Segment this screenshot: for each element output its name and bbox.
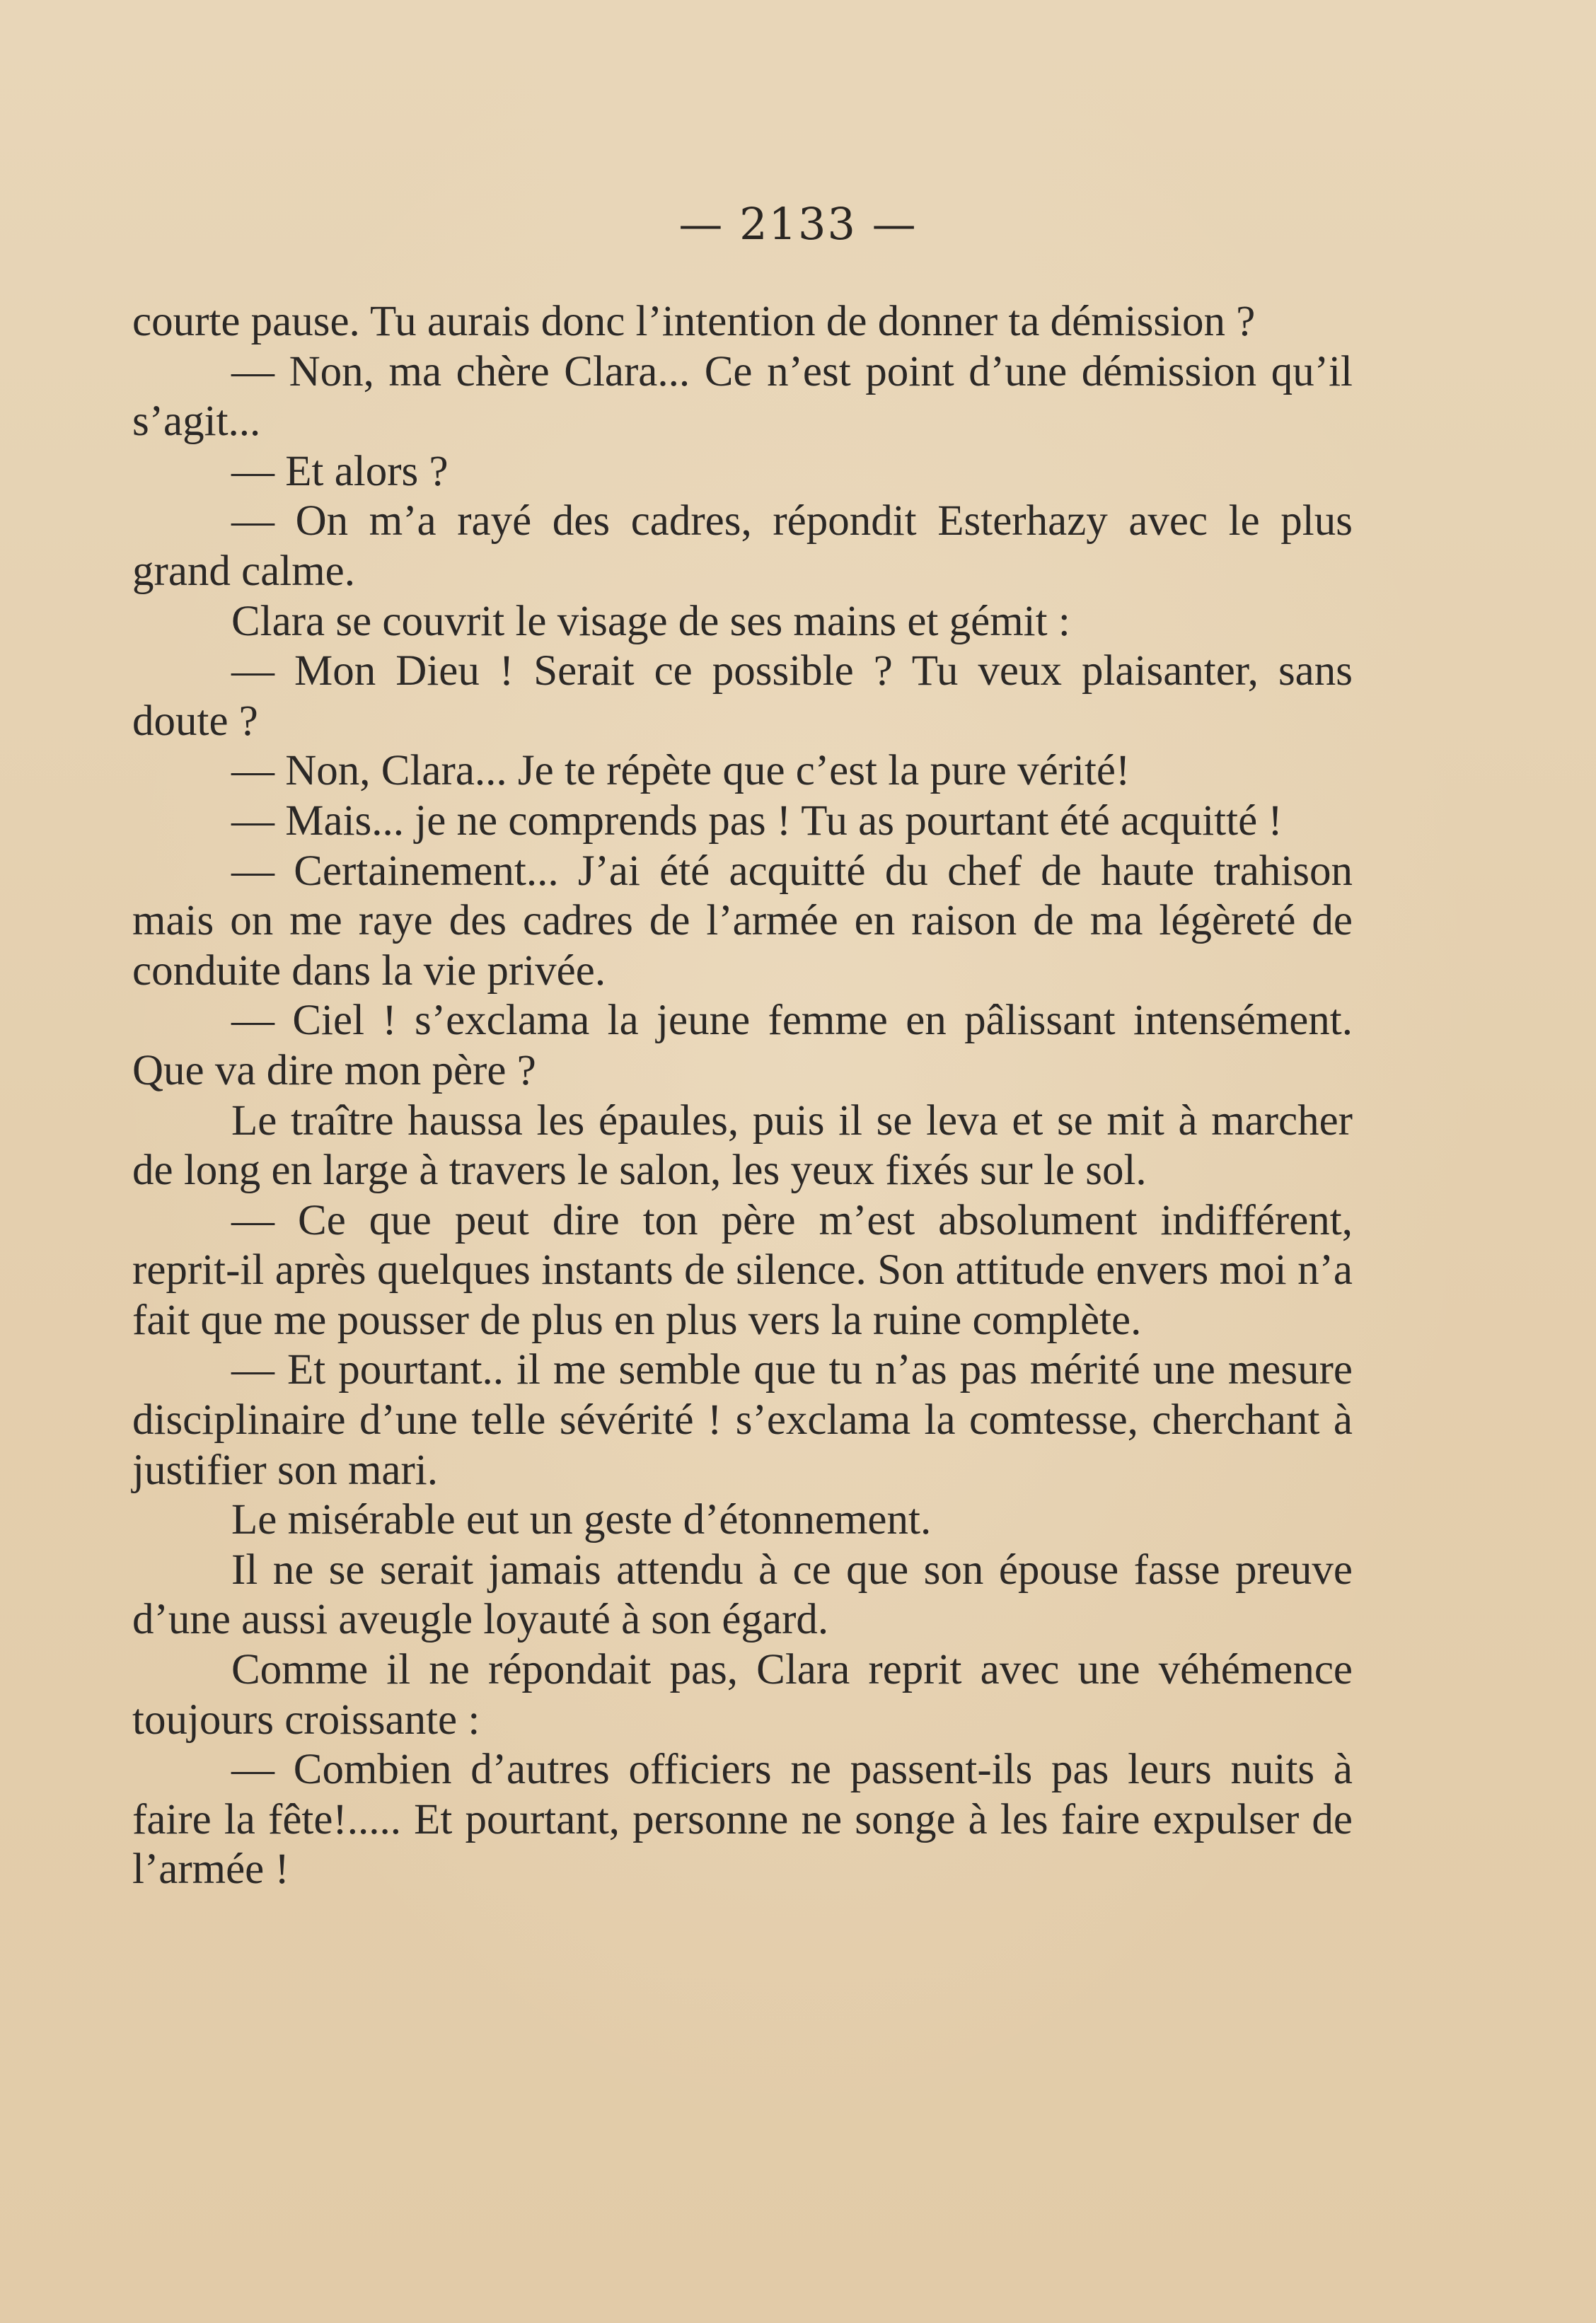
paragraph: — Non, Clara... Je te répète que c’est la pure vérité! xyxy=(231,747,1130,795)
paragraph: — On m’a rayé des cadres, répondit Esterhazy avec le plus grand calme. xyxy=(132,497,1353,595)
paragraph: — Certainement... J’ai été acquitté du chef de haute trahison mais on me raye des cadres de l’armée en raison de ma légèreté de conduite dans la vie privée. xyxy=(132,847,1353,995)
paragraph: Le traître haussa les épaules, puis il se leva et se mit à marcher de long en large à travers le salon, les yeux fixés sur le sol. xyxy=(132,1096,1353,1195)
paragraph: Il ne se serait jamais attendu à ce que son épouse fasse preuve d’une aussi aveugle loyauté à son égard. xyxy=(132,1546,1353,1644)
page-number: — 2133 — xyxy=(678,198,918,250)
paragraph: courte pause. Tu aurais donc l’intention de donner ta démission ? xyxy=(132,298,1256,345)
paragraph: Clara se couvrit le visage de ses mains et gémit : xyxy=(231,597,1070,645)
paragraph: — Et alors ? xyxy=(231,447,449,495)
paragraph: — Ciel ! s’exclama la jeune femme en pâlissant intensément. Que va dire mon père ? xyxy=(132,997,1353,1094)
paragraph: Comme il ne répondait pas, Clara reprit avec une véhémence toujours croissante : xyxy=(132,1646,1353,1744)
paragraph: — Mais... je ne comprends pas ! Tu as pourtant été acquitté ! xyxy=(231,796,1283,845)
paragraph: Le misérable eut un geste d’étonnement. xyxy=(231,1496,932,1544)
paragraph: — Mon Dieu ! Serait ce possible ? Tu veux plaisanter, sans doute ? xyxy=(132,647,1353,745)
paragraph: — Et pourtant.. il me semble que tu n’as pas mérité une mesure disciplinaire d’une telle sévérité ! s’exclama la comtesse, cherchant à justifier son mari. xyxy=(132,1346,1353,1494)
paragraph: — Ce que peut dire ton père m’est absolument indifférent, reprit-il après quelques instants de silence. Son attitude envers moi n’a fait que me pousser de plus en plus vers la ruine complète. xyxy=(132,1196,1353,1344)
paragraph: — Non, ma chère Clara... Ce n’est point d’une démission qu’il s’agit... xyxy=(132,347,1353,446)
body-text xyxy=(132,297,1353,1895)
paragraph: — Combien d’autres officiers ne passent-ils pas leurs nuits à faire la fête!..... Et pourtant, personne ne songe à les faire expulser de l’armée ! xyxy=(132,1746,1353,1894)
